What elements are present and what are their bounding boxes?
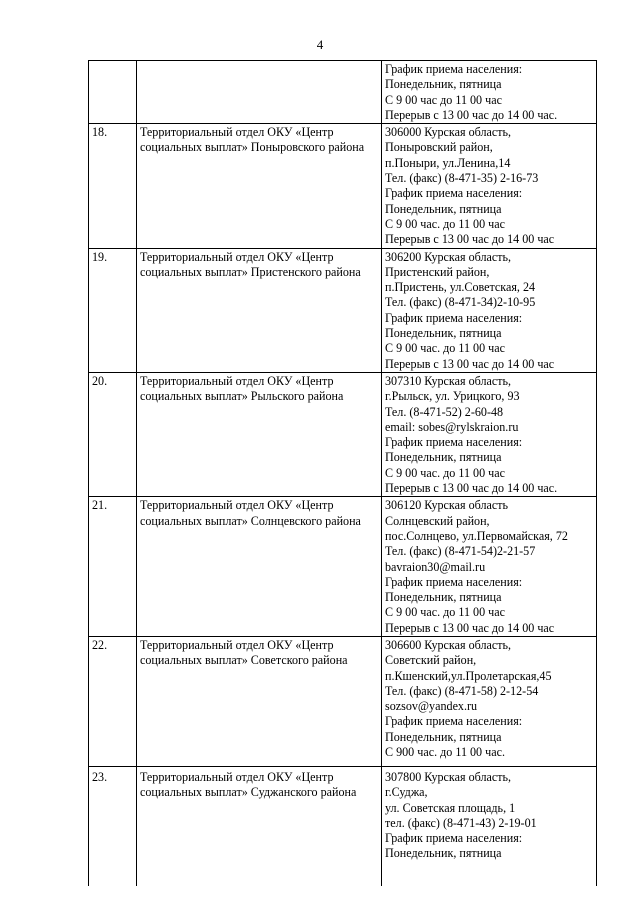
detail-line: Перерыв с 13 00 час до 14 00 час. (385, 107, 558, 122)
table-row (89, 636, 597, 766)
office-name: Территориальный отдел ОКУ «Центр социальных выплат» Поныровского района (137, 124, 382, 248)
detail-line: Тел. (факс) (8-471-54)2-21-57 (385, 544, 536, 559)
detail-line: Солнцевский район, (385, 513, 490, 528)
detail-line: 307800 Курская область, (385, 769, 512, 784)
table-row (89, 124, 597, 248)
table-row (89, 61, 597, 124)
detail-line: Перерыв с 13 00 час до 14 00 час. (385, 481, 558, 496)
row-number: 23. (89, 766, 137, 886)
detail-line: Перерыв с 13 00 час до 14 00 час (385, 356, 555, 371)
office-details (382, 372, 597, 496)
detail-line: Понедельник, пятница (385, 729, 502, 744)
email-line: sozsov@yandex.ru (385, 699, 478, 714)
detail-line: С 9 00 час. до 11 00 час (385, 605, 505, 620)
detail-line: С 9 00 час. до 11 00 час (385, 465, 505, 480)
detail-line: 306000 Курская область, (385, 125, 512, 140)
row-number: 19. (89, 248, 137, 372)
detail-line: Тел. (8-471-52) 2-60-48 (385, 404, 504, 419)
row-number: 20. (89, 372, 137, 496)
office-name: Территориальный отдел ОКУ «Центр социальных выплат» Суджанского района (137, 766, 382, 886)
detail-line: С 9 00 час. до 11 00 час (385, 216, 505, 231)
detail-line: п.Поныри, ул.Ленина,14 (385, 155, 511, 170)
detail-line: п.Кшенский,ул.Пролетарская,45 (385, 668, 552, 683)
detail-line: Понедельник, пятница (385, 450, 502, 465)
detail-line: Понедельник, пятница (385, 77, 502, 92)
detail-line: График приема населения: (385, 435, 523, 450)
detail-line: График приема населения: (385, 714, 523, 729)
table-row (89, 497, 597, 637)
table-row (89, 372, 597, 496)
detail-line: График приема населения: (385, 310, 523, 325)
table-row (89, 766, 597, 886)
detail-line: С 900 час. до 11 00 час. (385, 745, 505, 760)
detail-line: г.Суджа, (385, 785, 428, 800)
detail-line: 307310 Курская область, (385, 373, 512, 388)
detail-line: Тел. (факс) (8-471-58) 2-12-54 (385, 683, 539, 698)
detail-line: Тел. (факс) (8-471-34)2-10-95 (385, 295, 536, 310)
row-number: 21. (89, 497, 137, 637)
office-details (382, 636, 597, 766)
detail-line: Понедельник, пятница (385, 846, 502, 861)
detail-line: График приема населения: (385, 831, 523, 846)
office-details (382, 124, 597, 248)
detail-line: п.Пристень, ул.Советская, 24 (385, 280, 536, 295)
office-details (382, 766, 597, 886)
detail-line: График приема населения: (385, 574, 523, 589)
detail-line: Поныровский район, (385, 140, 493, 155)
detail-line: Советский район, (385, 653, 477, 668)
detail-line: Пристенский район, (385, 264, 490, 279)
detail-line: Понедельник, пятница (385, 590, 502, 605)
office-details (382, 248, 597, 372)
detail-line: Тел. (факс) (8-471-35) 2-16-73 (385, 171, 539, 186)
table-row (89, 248, 597, 372)
office-name (137, 61, 382, 124)
page-number: 4 (316, 37, 324, 52)
offices-table (88, 60, 597, 886)
row-number (89, 61, 137, 124)
detail-line: Понедельник, пятница (385, 326, 502, 341)
office-details (382, 497, 597, 637)
detail-line: Перерыв с 13 00 час до 14 00 час (385, 232, 555, 247)
detail-line: Понедельник, пятница (385, 201, 502, 216)
office-name: Территориальный отдел ОКУ «Центр социальных выплат» Пристенского района (137, 248, 382, 372)
office-name: Территориальный отдел ОКУ «Центр социальных выплат» Советского района (137, 636, 382, 766)
email-line: bavraion30@mail.ru (385, 559, 486, 574)
detail-line: тел. (факс) (8-471-43) 2-19-01 (385, 815, 537, 830)
row-number: 18. (89, 124, 137, 248)
detail-line: С 9 00 час. до 11 00 час (385, 341, 505, 356)
office-name: Территориальный отдел ОКУ «Центр социальных выплат» Солнцевского района (137, 497, 382, 637)
detail-line: ул. Советская площадь, 1 (385, 800, 516, 815)
detail-line: График приема населения: (385, 62, 523, 76)
detail-line: 306120 Курская область (385, 498, 509, 513)
email-line: email: sobes@rylskraion.ru (385, 419, 519, 434)
detail-line: 306600 Курская область, (385, 637, 512, 652)
detail-line: Перерыв с 13 00 час до 14 00 час (385, 620, 555, 635)
office-details (382, 61, 597, 124)
offices-table-body (89, 61, 597, 887)
detail-line: С 9 00 час до 11 00 час (385, 92, 502, 107)
detail-line: г.Рыльск, ул. Урицкого, 93 (385, 389, 520, 404)
detail-line: пос.Солнцево, ул.Первомайская, 72 (385, 528, 568, 543)
detail-line: График приема населения: (385, 186, 523, 201)
detail-line: 306200 Курская область, (385, 249, 512, 264)
row-number: 22. (89, 636, 137, 766)
office-name: Территориальный отдел ОКУ «Центр социальных выплат» Рыльского района (137, 372, 382, 496)
